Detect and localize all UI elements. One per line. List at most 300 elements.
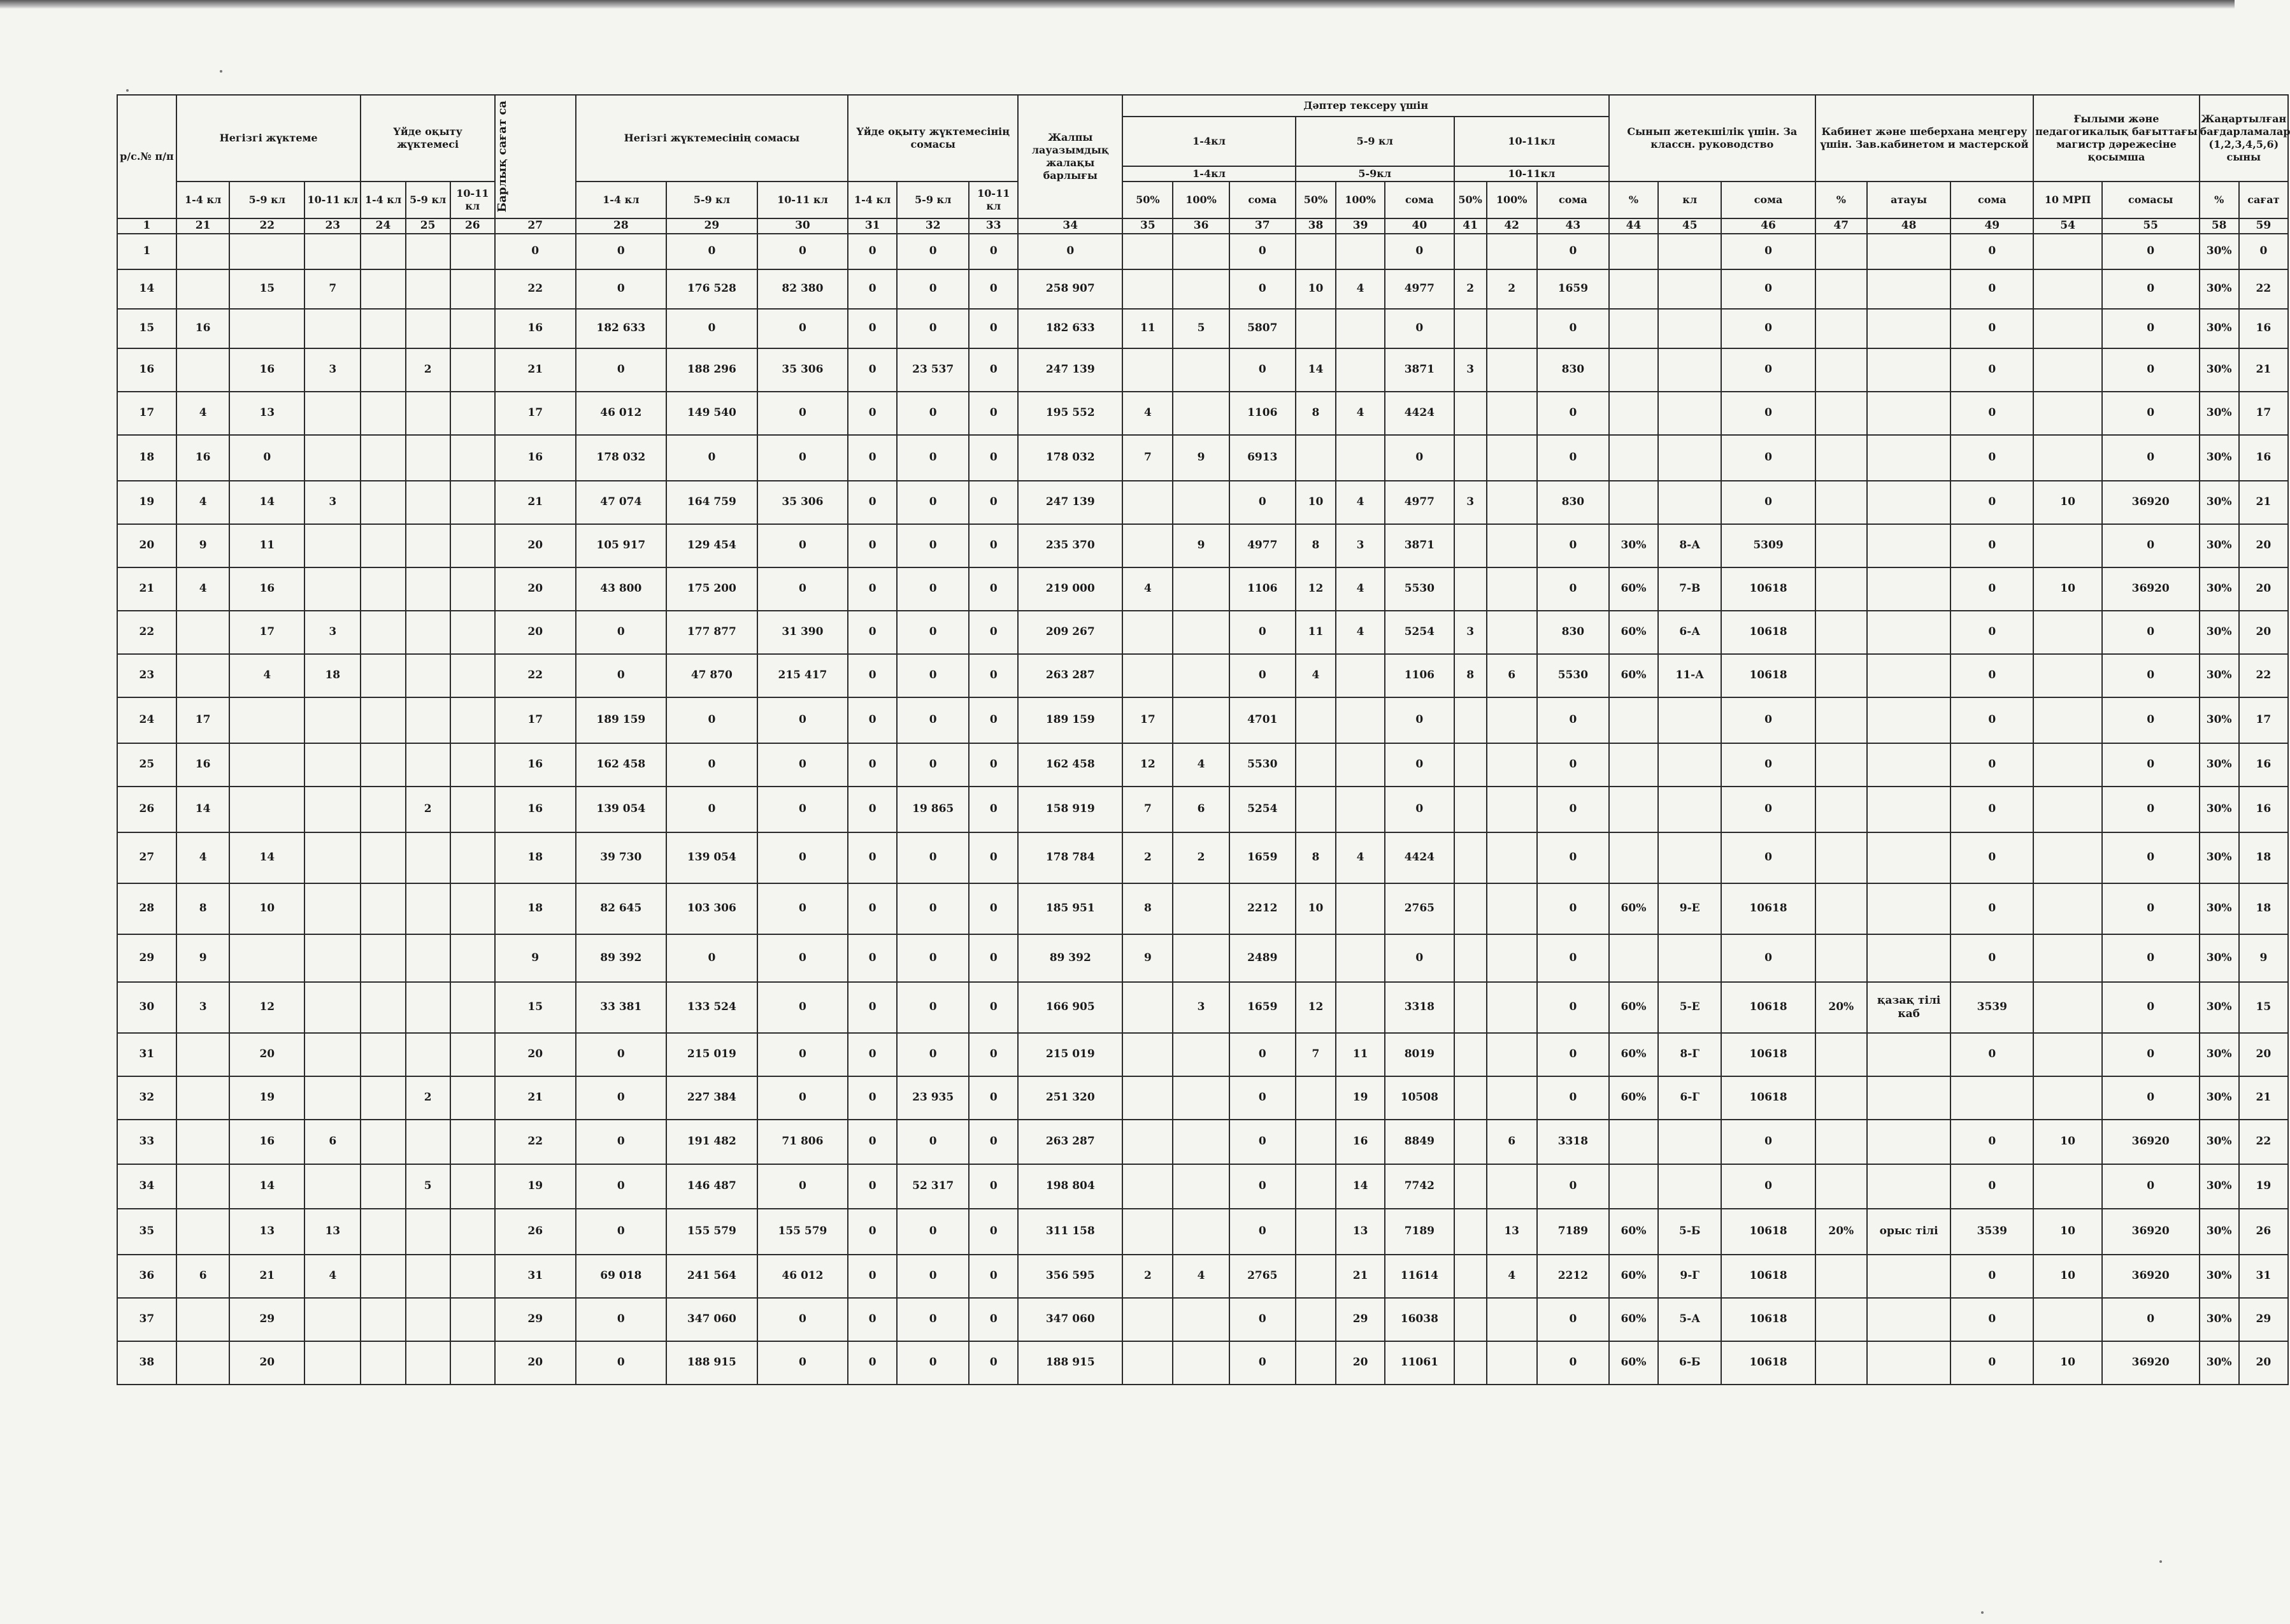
table-cell: 162 458	[576, 743, 667, 787]
table-cell	[450, 1076, 495, 1120]
table-cell: 8	[1454, 654, 1487, 697]
table-cell: 4	[176, 392, 230, 435]
column-number: 33	[969, 218, 1018, 234]
table-cell: 35	[117, 1209, 176, 1255]
table-cell: 31	[117, 1033, 176, 1076]
table-cell: 16	[176, 743, 230, 787]
table-row	[117, 654, 2288, 697]
table-row	[117, 611, 2288, 654]
hdr-total-hours-text: Барлық сағат са	[495, 101, 509, 213]
table-cell: 4	[1487, 1255, 1537, 1298]
table-cell	[1296, 934, 1336, 982]
table-cell	[1609, 269, 1658, 309]
hdr-pct: %	[1609, 182, 1658, 218]
hdr-c14: 1-4 кл	[576, 182, 667, 218]
table-cell: 0	[2239, 234, 2288, 269]
table-cell: 22	[495, 1120, 576, 1164]
table-cell: 26	[2239, 1209, 2288, 1255]
table-cell: 0	[1721, 787, 1815, 832]
table-cell: 0	[1950, 348, 2033, 392]
table-cell: 30%	[2200, 883, 2239, 934]
table-cell: 2212	[1537, 1255, 1609, 1298]
table-cell: 30%	[2200, 481, 2239, 524]
table-cell	[361, 934, 405, 982]
table-cell	[1658, 787, 1722, 832]
table-cell	[1173, 567, 1229, 611]
table-cell: 0	[848, 1255, 897, 1298]
table-cell	[1658, 832, 1722, 883]
table-cell: 14	[229, 832, 304, 883]
table-cell: 2	[406, 348, 450, 392]
table-cell	[2033, 743, 2101, 787]
table-cell: 198 804	[1018, 1164, 1122, 1209]
table-cell: 21	[495, 481, 576, 524]
table-body	[117, 234, 2288, 1385]
hdr-c59: 5-9 кл	[897, 182, 969, 218]
table-cell	[1487, 787, 1537, 832]
table-cell: 155 579	[757, 1209, 848, 1255]
table-cell	[1122, 234, 1173, 269]
table-cell	[450, 982, 495, 1033]
table-cell	[1454, 524, 1487, 567]
table-cell: 0	[666, 787, 757, 832]
table-cell: 29	[117, 934, 176, 982]
table-cell: 0	[1721, 934, 1815, 982]
table-cell: 5-Е	[1658, 982, 1722, 1033]
table-cell: 10	[2033, 1120, 2101, 1164]
table-cell	[2033, 697, 2101, 743]
table-row	[117, 1209, 2288, 1255]
table-cell: 20	[2239, 611, 2288, 654]
table-cell: 0	[1950, 934, 2033, 982]
hdr-c14: 1-4 кл	[176, 182, 230, 218]
column-number: 45	[1658, 218, 1722, 234]
table-cell: 11-А	[1658, 654, 1722, 697]
table-cell: 11	[1296, 611, 1336, 654]
table-cell: 30%	[2200, 743, 2239, 787]
table-cell: 21	[229, 1255, 304, 1298]
table-cell: 20	[229, 1341, 304, 1385]
hdr-c1011: 10-11 кл	[757, 182, 848, 218]
table-cell: 15	[117, 309, 176, 348]
table-cell	[1173, 234, 1229, 269]
table-cell	[1122, 1120, 1173, 1164]
table-cell	[176, 1298, 230, 1341]
table-cell: 30%	[2200, 392, 2239, 435]
table-cell: 30%	[2200, 1120, 2239, 1164]
table-cell: 10618	[1721, 883, 1815, 934]
table-cell: 0	[576, 1033, 667, 1076]
table-cell	[450, 743, 495, 787]
table-cell: 0	[1537, 743, 1609, 787]
table-cell	[1336, 435, 1385, 481]
table-cell: 18	[495, 832, 576, 883]
table-cell: 0	[848, 787, 897, 832]
table-row	[117, 1341, 2288, 1385]
table-cell: 20	[495, 1341, 576, 1385]
hdr-cabinet: Кабинет және шеберхана меңгеру үшін. Зав.кабинетом и мастерской	[1815, 95, 2034, 182]
table-cell: 22	[2239, 654, 2288, 697]
table-cell: 4	[1336, 832, 1385, 883]
table-cell	[1815, 392, 1867, 435]
table-cell	[304, 1341, 361, 1385]
table-cell	[361, 1076, 405, 1120]
table-cell: 30%	[2200, 697, 2239, 743]
table-cell	[361, 743, 405, 787]
table-cell: 0	[897, 934, 969, 982]
table-cell: 39 730	[576, 832, 667, 883]
table-cell	[2033, 1298, 2101, 1341]
table-cell: 0	[848, 934, 897, 982]
table-cell	[176, 1076, 230, 1120]
table-cell	[2033, 348, 2101, 392]
table-cell	[1122, 611, 1173, 654]
table-cell: 5-Б	[1658, 1209, 1722, 1255]
table-cell: 4	[176, 567, 230, 611]
table-row	[117, 1033, 2288, 1076]
table-cell	[1454, 832, 1487, 883]
table-cell: 0	[1950, 883, 2033, 934]
table-cell: 0	[848, 1033, 897, 1076]
table-cell: 17	[2239, 392, 2288, 435]
table-cell	[450, 1164, 495, 1209]
hdr-c1011: 10-11 кл	[304, 182, 361, 218]
table-cell: 7742	[1385, 1164, 1454, 1209]
table-cell: 0	[666, 743, 757, 787]
hdr-sub-1011: 10-11кл	[1454, 166, 1609, 182]
table-cell	[1815, 348, 1867, 392]
table-cell	[1173, 611, 1229, 654]
table-cell: 0	[1950, 567, 2033, 611]
table-cell	[1336, 982, 1385, 1033]
table-cell: 0	[1721, 697, 1815, 743]
table-cell: 0	[1018, 234, 1122, 269]
table-cell	[1296, 1164, 1336, 1209]
table-cell: 14	[176, 787, 230, 832]
table-cell: 20	[495, 524, 576, 567]
table-cell: 36920	[2102, 1120, 2200, 1164]
table-cell: 30%	[2200, 309, 2239, 348]
table-row	[117, 1120, 2288, 1164]
table-cell	[1454, 743, 1487, 787]
table-cell: 0	[1229, 481, 1296, 524]
table-cell: 0	[1950, 309, 2033, 348]
table-cell: 4	[1336, 567, 1385, 611]
table-cell	[2033, 524, 2101, 567]
table-cell: 0	[897, 435, 969, 481]
table-cell	[1815, 1033, 1867, 1076]
table-cell: 29	[1336, 1298, 1385, 1341]
table-cell: 30%	[2200, 348, 2239, 392]
table-cell: 1106	[1229, 392, 1296, 435]
table-cell	[406, 1033, 450, 1076]
table-cell	[406, 697, 450, 743]
table-cell: 8	[1296, 832, 1336, 883]
table-cell: 0	[229, 435, 304, 481]
table-cell	[1867, 697, 1950, 743]
table-cell	[1173, 1298, 1229, 1341]
table-cell	[304, 982, 361, 1033]
table-cell	[406, 1255, 450, 1298]
table-cell: 22	[117, 611, 176, 654]
table-cell: 0	[969, 982, 1018, 1033]
table-cell: 182 633	[576, 309, 667, 348]
table-cell: 0	[848, 654, 897, 697]
column-number: 30	[757, 218, 848, 234]
table-cell: 89 392	[576, 934, 667, 982]
table-cell: 60%	[1609, 1341, 1658, 1385]
table-cell	[1122, 1298, 1173, 1341]
table-cell	[1487, 524, 1537, 567]
table-cell: 0	[2102, 1076, 2200, 1120]
table-cell	[1487, 348, 1537, 392]
table-cell: 9	[176, 524, 230, 567]
table-row	[117, 435, 2288, 481]
table-cell: 30%	[1609, 524, 1658, 567]
table-cell: 6	[1173, 787, 1229, 832]
table-cell: 0	[848, 435, 897, 481]
table-cell	[1867, 1341, 1950, 1385]
table-cell: 29	[229, 1298, 304, 1341]
table-cell: 21	[495, 1076, 576, 1120]
table-cell: 17	[2239, 697, 2288, 743]
table-cell	[406, 567, 450, 611]
table-cell: 4	[1336, 269, 1385, 309]
table-cell: 182 633	[1018, 309, 1122, 348]
table-cell	[1487, 832, 1537, 883]
table-cell: 2	[1122, 1255, 1173, 1298]
table-cell: 6	[1487, 654, 1537, 697]
table-cell: 3	[1336, 524, 1385, 567]
table-cell: 36920	[2102, 567, 2200, 611]
table-cell: 16038	[1385, 1298, 1454, 1341]
hdr-pct: %	[1815, 182, 1867, 218]
table-cell	[361, 309, 405, 348]
table-row	[117, 1076, 2288, 1120]
table-cell	[1658, 934, 1722, 982]
table-cell: 0	[2102, 787, 2200, 832]
table-cell: 0	[1950, 697, 2033, 743]
table-cell: 13	[1336, 1209, 1385, 1255]
table-cell: 5530	[1229, 743, 1296, 787]
column-number: 23	[304, 218, 361, 234]
hdr-total-hours	[495, 95, 576, 218]
table-cell	[1815, 1164, 1867, 1209]
scan-speck	[126, 89, 129, 92]
table-cell	[406, 1298, 450, 1341]
table-cell	[1658, 481, 1722, 524]
table-cell: 105 917	[576, 524, 667, 567]
table-cell	[1487, 1076, 1537, 1120]
table-cell: 14	[229, 1164, 304, 1209]
table-cell: 311 158	[1018, 1209, 1122, 1255]
table-cell: 0	[1385, 234, 1454, 269]
table-cell	[1336, 309, 1385, 348]
table-cell: 0	[969, 234, 1018, 269]
hdr-c14: 1-4 кл	[848, 182, 897, 218]
table-cell: 82 645	[576, 883, 667, 934]
table-cell: 36920	[2102, 1209, 2200, 1255]
table-cell: 0	[848, 348, 897, 392]
table-cell: 5530	[1537, 654, 1609, 697]
table-cell: 4977	[1229, 524, 1296, 567]
table-cell: 0	[969, 309, 1018, 348]
table-cell: 0	[897, 1033, 969, 1076]
table-cell: 9-Г	[1658, 1255, 1722, 1298]
table-cell: 0	[2102, 234, 2200, 269]
table-cell	[1867, 1076, 1950, 1120]
table-cell: 12	[229, 982, 304, 1033]
hdr-p100: 100%	[1487, 182, 1537, 218]
table-cell: 0	[848, 1298, 897, 1341]
table-cell: 30%	[2200, 524, 2239, 567]
table-cell	[1487, 934, 1537, 982]
table-cell	[1867, 1120, 1950, 1164]
table-cell	[1867, 567, 1950, 611]
table-cell: 0	[2102, 1298, 2200, 1341]
table-cell: 34	[117, 1164, 176, 1209]
table-cell	[2033, 435, 2101, 481]
table-cell	[1173, 1209, 1229, 1255]
table-cell	[1867, 832, 1950, 883]
table-cell	[304, 1033, 361, 1076]
table-cell: 13	[304, 1209, 361, 1255]
table-cell: 830	[1537, 481, 1609, 524]
table-cell: 60%	[1609, 883, 1658, 934]
table-cell: 16	[2239, 743, 2288, 787]
table-cell	[2033, 883, 2101, 934]
table-cell: 0	[2102, 697, 2200, 743]
table-cell	[1336, 883, 1385, 934]
table-cell: 3	[1454, 481, 1487, 524]
table-cell: 139 054	[666, 832, 757, 883]
table-cell	[1454, 1209, 1487, 1255]
table-cell	[1950, 1076, 2033, 1120]
table-cell	[2033, 309, 2101, 348]
table-cell	[2033, 654, 2101, 697]
table-row	[117, 1255, 2288, 1298]
table-cell: 0	[757, 832, 848, 883]
table-cell: 0	[1950, 524, 2033, 567]
table-cell: 21	[2239, 481, 2288, 524]
table-cell: 0	[1721, 743, 1815, 787]
table-cell: 19	[229, 1076, 304, 1120]
table-cell: 18	[2239, 832, 2288, 883]
table-cell: 162 458	[1018, 743, 1122, 787]
table-cell	[1867, 934, 1950, 982]
table-cell	[450, 611, 495, 654]
table-cell: 31	[2239, 1255, 2288, 1298]
table-cell: 0	[969, 611, 1018, 654]
table-cell: 0	[1229, 1120, 1296, 1164]
column-number: 59	[2239, 218, 2288, 234]
table-cell: 82 380	[757, 269, 848, 309]
table-cell: 0	[576, 654, 667, 697]
table-cell: 0	[1537, 832, 1609, 883]
table-cell: 3	[1454, 611, 1487, 654]
table-cell	[176, 1209, 230, 1255]
table-cell: 2489	[1229, 934, 1296, 982]
table-cell	[304, 1076, 361, 1120]
table-cell: 3539	[1950, 1209, 2033, 1255]
table-cell: 18	[495, 883, 576, 934]
scan-speck	[2159, 1560, 2162, 1563]
table-cell	[1815, 611, 1867, 654]
hdr-basic-sum: Негізгі жүктемесінің сомасы	[576, 95, 848, 182]
table-cell	[1658, 1120, 1722, 1164]
table-cell	[1658, 392, 1722, 435]
table-cell: 30%	[2200, 982, 2239, 1033]
table-cell: 0	[576, 1076, 667, 1120]
column-number: 31	[848, 218, 897, 234]
table-cell: 10618	[1721, 1033, 1815, 1076]
column-number: 44	[1609, 218, 1658, 234]
table-cell: 16	[229, 348, 304, 392]
table-cell	[1867, 481, 1950, 524]
table-cell	[406, 982, 450, 1033]
table-cell	[1609, 392, 1658, 435]
table-cell: 0	[576, 611, 667, 654]
table-cell	[1815, 567, 1867, 611]
table-cell: 36	[117, 1255, 176, 1298]
column-number: 34	[1018, 218, 1122, 234]
table-cell: 0	[1229, 234, 1296, 269]
column-number: 22	[229, 218, 304, 234]
table-cell: 0	[1950, 654, 2033, 697]
table-cell: 0	[1229, 654, 1296, 697]
table-cell: 37	[117, 1298, 176, 1341]
table-cell: 0	[757, 1164, 848, 1209]
table-cell: 0	[1537, 392, 1609, 435]
column-number: 32	[897, 218, 969, 234]
table-cell	[361, 787, 405, 832]
table-cell: 0	[897, 234, 969, 269]
table-cell: 0	[969, 654, 1018, 697]
table-cell: 4977	[1385, 481, 1454, 524]
table-cell	[2033, 392, 2101, 435]
table-cell	[1336, 743, 1385, 787]
table-cell: 0	[1537, 1076, 1609, 1120]
table-cell	[1454, 234, 1487, 269]
table-row	[117, 832, 2288, 883]
table-cell: 215 019	[1018, 1033, 1122, 1076]
table-cell	[1296, 1076, 1336, 1120]
table-cell	[1867, 1255, 1950, 1298]
table-cell	[1815, 1255, 1867, 1298]
table-cell: 10618	[1721, 611, 1815, 654]
table-cell	[304, 832, 361, 883]
table-cell: 16	[229, 1120, 304, 1164]
table-cell: 0	[1537, 524, 1609, 567]
table-cell: 7-В	[1658, 567, 1722, 611]
table-cell	[1487, 1341, 1537, 1385]
table-cell	[1815, 435, 1867, 481]
table-cell: 11	[1122, 309, 1173, 348]
hdr-sub-14: 1-4кл	[1122, 166, 1296, 182]
table-cell: 38	[117, 1341, 176, 1385]
table-cell: 166 905	[1018, 982, 1122, 1033]
table-cell: 69 018	[576, 1255, 667, 1298]
table-cell: 215 019	[666, 1033, 757, 1076]
table-cell: 0	[1721, 1164, 1815, 1209]
table-cell: 0	[576, 1209, 667, 1255]
table-cell	[1867, 611, 1950, 654]
table-cell: 0	[576, 269, 667, 309]
table-cell	[1658, 435, 1722, 481]
table-cell	[1815, 481, 1867, 524]
table-cell	[1867, 883, 1950, 934]
table-cell: 219 000	[1018, 567, 1122, 611]
